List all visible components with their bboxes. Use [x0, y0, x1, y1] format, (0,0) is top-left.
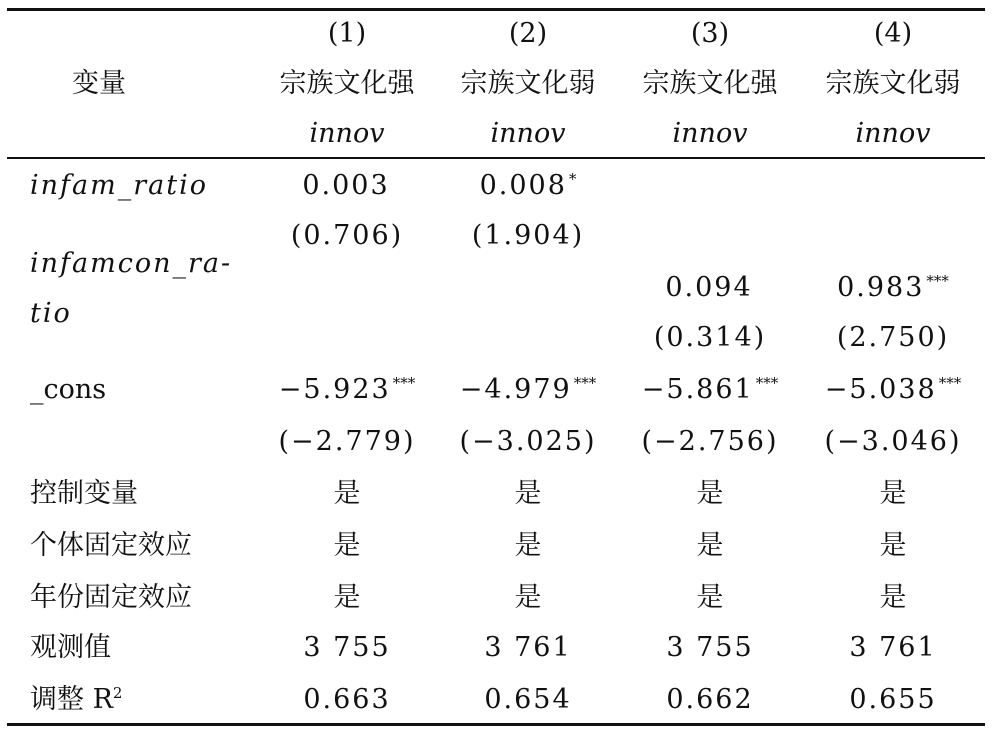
tstat-cons-4: (−3.046) — [824, 426, 962, 457]
coef-infamcon-ratio-4: 0.983 *** — [837, 272, 949, 303]
coef-infam-ratio-1: 0.003 — [302, 170, 390, 201]
observations-value-3: 3 755 — [666, 632, 754, 663]
header-rule — [7, 157, 985, 159]
bottom-rule — [7, 723, 985, 726]
variable-header: 变量 — [72, 68, 126, 99]
coef-cons-1: −5.923 *** — [278, 374, 416, 405]
observations-value-2: 3 761 — [484, 632, 572, 663]
row-label-infam-ratio: infam_ratio — [30, 170, 208, 201]
tstat-infamcon-ratio-4: (2.750) — [836, 322, 950, 353]
controls-value-2: 是 — [514, 478, 542, 509]
coef-cons-3: −5.861 *** — [641, 374, 779, 405]
column-depvar-1: innov — [309, 118, 385, 149]
individual-fe-value-4: 是 — [879, 530, 907, 561]
tstat-cons-3: (−2.756) — [641, 426, 779, 457]
year-fe-value-4: 是 — [879, 582, 907, 613]
column-group-3: 宗族文化强 — [642, 68, 778, 99]
row-label-controls: 控制变量 — [30, 478, 138, 509]
year-fe-value-3: 是 — [696, 582, 724, 613]
column-number-1: (1) — [327, 18, 367, 49]
individual-fe-value-3: 是 — [696, 530, 724, 561]
controls-value-3: 是 — [696, 478, 724, 509]
adj-r2-value-4: 0.655 — [849, 684, 937, 715]
tstat-cons-1: (−2.779) — [278, 426, 416, 457]
column-group-1: 宗族文化强 — [279, 68, 415, 99]
top-rule — [7, 8, 985, 11]
column-group-2: 宗族文化弱 — [460, 68, 596, 99]
tstat-cons-2: (−3.025) — [459, 426, 597, 457]
column-depvar-3: innov — [672, 118, 748, 149]
coef-infamcon-ratio-3: 0.094 — [665, 272, 753, 303]
column-group-4: 宗族文化弱 — [825, 68, 961, 99]
column-depvar-4: innov — [855, 118, 931, 149]
row-label-infamcon-ratio-line2: tio — [30, 298, 72, 329]
column-depvar-2: innov — [490, 118, 566, 149]
individual-fe-value-1: 是 — [333, 530, 361, 561]
coef-cons-4: −5.038 *** — [824, 374, 962, 405]
row-label-cons: _cons — [30, 374, 107, 405]
tstat-infamcon-ratio-3: (0.314) — [653, 322, 767, 353]
coef-cons-2: −4.979 *** — [459, 374, 597, 405]
column-number-3: (3) — [690, 18, 730, 49]
row-label-year-fe: 年份固定效应 — [30, 582, 192, 613]
adj-r2-value-3: 0.662 — [666, 684, 754, 715]
observations-value-4: 3 761 — [849, 632, 937, 663]
year-fe-value-2: 是 — [514, 582, 542, 613]
observations-value-1: 3 755 — [303, 632, 391, 663]
individual-fe-value-2: 是 — [514, 530, 542, 561]
row-label-infamcon-ratio-line1: infamcon_ra- — [30, 248, 233, 279]
year-fe-value-1: 是 — [333, 582, 361, 613]
row-label-individual-fe: 个体固定效应 — [30, 530, 192, 561]
row-label-adj-r2: 调整 $R^2$ — [30, 684, 123, 715]
tstat-infam-ratio-1: (0.706) — [290, 220, 404, 251]
controls-value-4: 是 — [879, 478, 907, 509]
controls-value-1: 是 — [333, 478, 361, 509]
tstat-infam-ratio-2: (1.904) — [471, 220, 585, 251]
column-number-2: (2) — [508, 18, 548, 49]
column-number-4: (4) — [873, 18, 913, 49]
row-label-observations: 观测值 — [30, 632, 111, 663]
adj-r2-value-1: 0.663 — [303, 684, 391, 715]
coef-infam-ratio-2: 0.008 * — [479, 170, 577, 201]
adj-r2-value-2: 0.654 — [484, 684, 572, 715]
